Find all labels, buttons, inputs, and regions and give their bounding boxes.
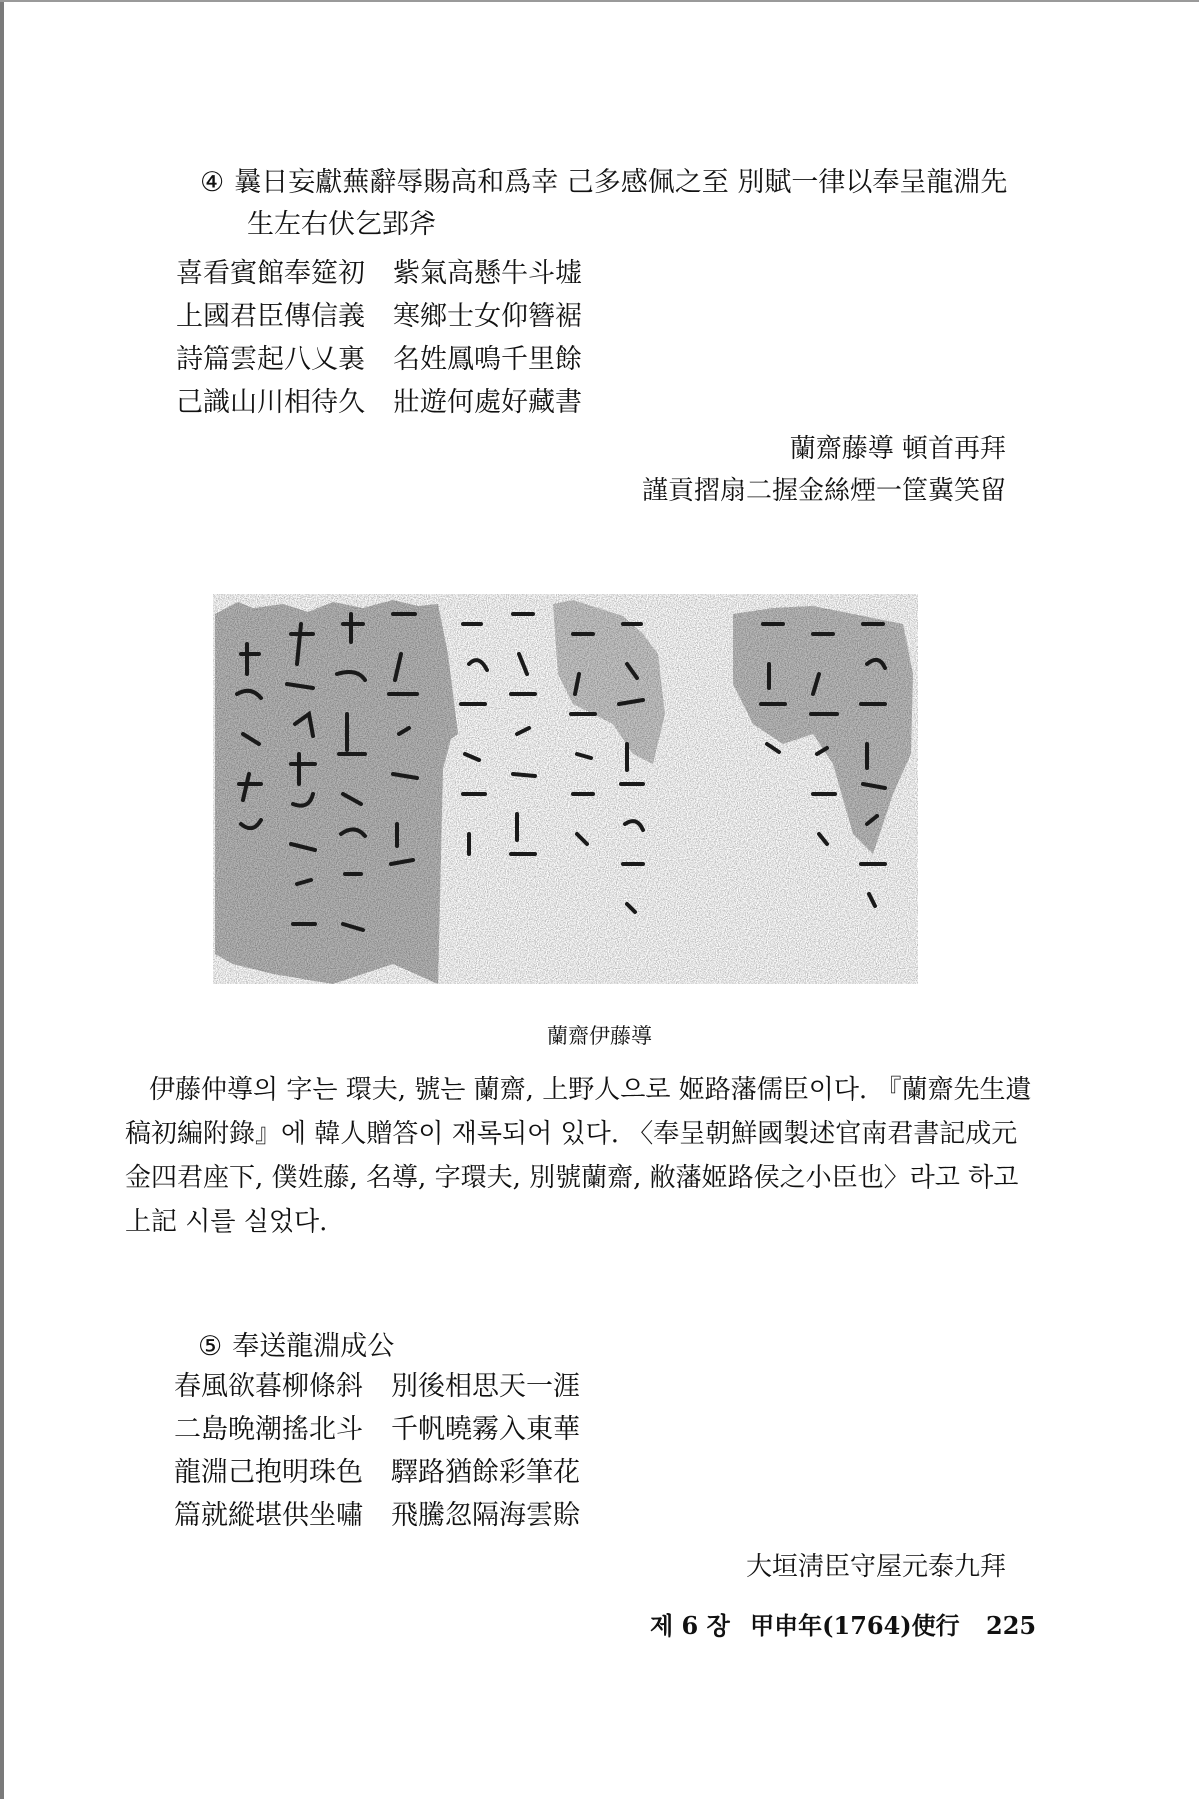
poem-line: 詩篇雲起八乂裏 名姓鳳鳴千里餘 — [176, 344, 582, 375]
poem-line: 己識山川相待久 壯遊何處好藏書 — [176, 387, 582, 418]
manuscript-image — [213, 594, 918, 984]
paragraph-text: 伊藤仲導의 字는 環夫, 號는 蘭齋, 上野人으로 姬路藩儒臣이다. 『蘭齋先生遺稿初編附錄』에 韓人贈答이 재록되어 있다. 〈奉呈朝鮮國製述官南君書記成元金四君座下, 僕姓藤, 名導, 字環夫, 別號蘭齋, 敝藩姬路侯之小臣也〉라고 하고 上記 시를 실었다. — [125, 1075, 1032, 1237]
body-paragraph — [125, 1068, 1040, 1244]
section-title-line2: 生左右伏乞郢斧 — [247, 209, 436, 240]
signature-2: 大垣淸臣守屋元泰九拜 — [745, 1552, 1006, 1582]
chapter-label: 제 6 장 — [650, 1611, 730, 1640]
section-title: 奉送龍淵成公 — [232, 1331, 395, 1362]
figure-caption: 蘭齋伊藤導 — [547, 1024, 652, 1048]
poem-1 — [176, 252, 582, 424]
poem-line: 上國君臣傳信義 寒鄉士女仰簪裾 — [176, 301, 582, 332]
running-footer — [650, 1606, 1036, 1641]
chapter-title: 甲申年(1764)使行 — [750, 1611, 960, 1640]
poem-line: 喜看賓館奉筵初 紫氣高懸牛斗墟 — [176, 258, 582, 289]
poem-line: 二島晩潮搖北斗 千帆曉霧入東華 — [174, 1414, 580, 1445]
poem-line: 龍淵己抱明珠色 驛路猶餘彩筆花 — [174, 1457, 580, 1488]
poem-2 — [174, 1365, 580, 1537]
section-4-heading — [200, 162, 1020, 246]
section-number: ④ — [200, 167, 225, 198]
poem-line: 篇就縱堪供坐嘯 飛騰忽隔海雲賒 — [174, 1500, 580, 1531]
page-number: 225 — [986, 1611, 1037, 1640]
section-number: ⑤ — [198, 1331, 223, 1362]
section-title-line1: 曩日妄獻蕪辭辱賜高和爲幸 己多感佩之至 別賦一律以奉呈龍淵先 — [234, 167, 1008, 198]
section-5-heading — [198, 1324, 394, 1363]
gift-note: 謹貢摺扇二握金絲煙一筐冀笑留 — [641, 476, 1006, 506]
poem-line: 春風欲暮柳條斜 別後相思天一涯 — [174, 1371, 580, 1402]
signature-1: 蘭齋藤導 頓首再拜 — [789, 434, 1006, 464]
